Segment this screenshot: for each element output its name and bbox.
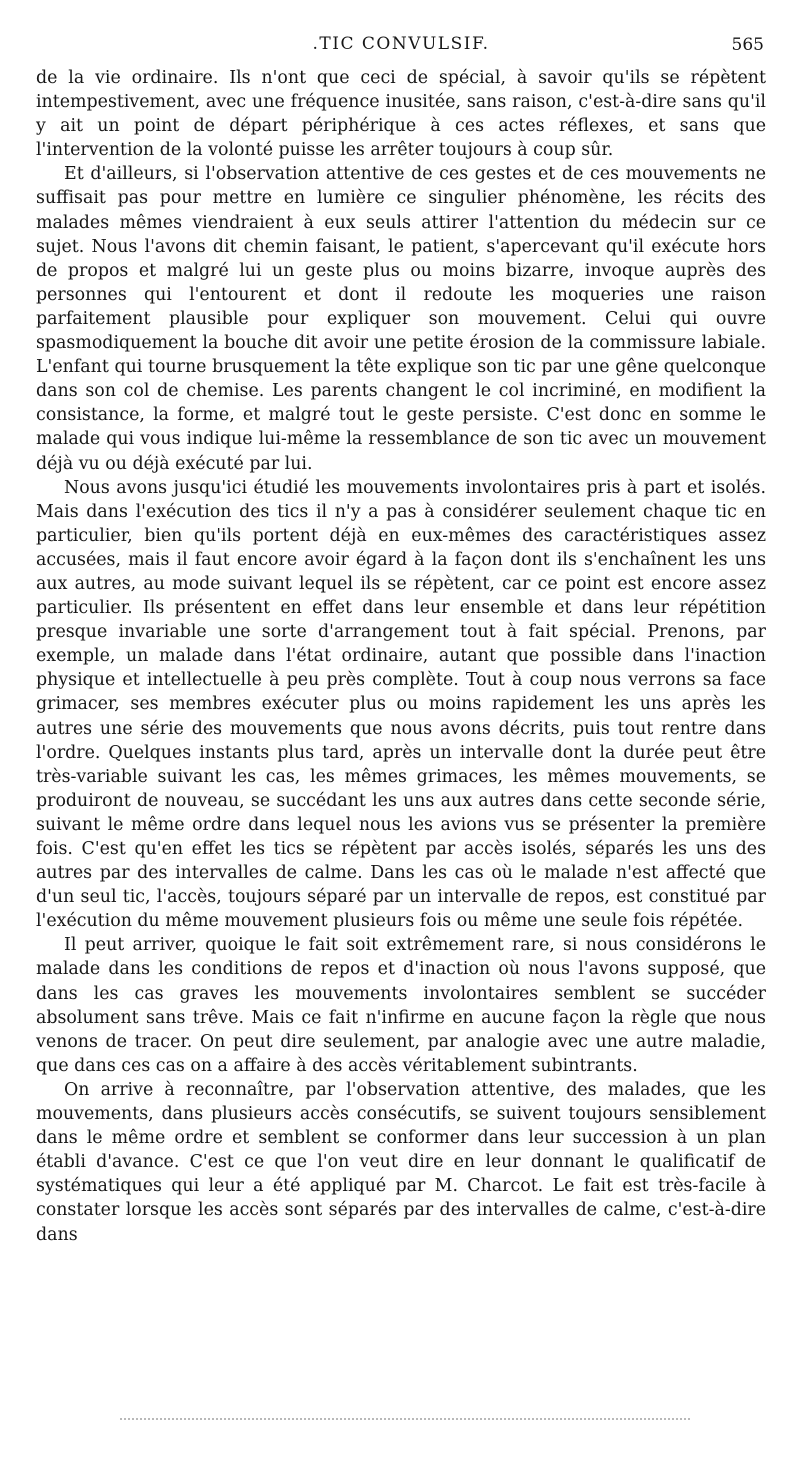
paragraph-2: Et d'ailleurs, si l'observation attentive de ces gestes et de ces mouvements ne suffisait pas pour mettre en lumière ce singulier phénomène, les récits des malades mêmes viendraient à eux seuls attirer l'attention du médecin sur ce sujet. Nous l'avons dit chemin faisant, le patient, s'apercevant qu'il exécute hors de propos et malgré lui un geste plus ou moins bizarre, invoque auprès des personnes qui l'entourent et dont il redoute les moqueries une raison parfaitement plausible pour expliquer son mouvement. Celui qui ouvre spasmodiquement la bouche dit avoir une petite érosion de la commissure labiale. L'enfant qui tourne brusquement la tête explique son tic par une gêne quelconque dans son col de chemise. Les parents changent le col incriminé, en modifient la consistance, la forme, et malgré tout le geste persiste. C'est donc en somme le malade qui vous indique lui-même la ressemblance de son tic avec un mouvement déjà vu ou déjà exécuté par lui.: [36, 164, 766, 474]
running-title: .TIC CONVULSIF.: [312, 34, 490, 54]
paragraph-5: On arrive à reconnaître, par l'observation attentive, des malades, que les mouvements, dans plusieurs accès consécutifs, se suivent toujours sensiblement dans le même ordre et semblent se conformer dans leur succession à un plan établi d'avance. C'est ce que l'on veut dire en leur donnant le qualificatif de systématiques qui leur a été appliqué par M. Charcot. Le fait est très-facile à constater lorsque les accès sont séparés par des intervalles de calme, c'est-à-dire dans: [36, 1079, 766, 1245]
running-head: [36, 28, 766, 58]
bottom-dotted-rule: [120, 1418, 690, 1420]
page-number: 565: [731, 35, 764, 55]
paragraph-1: de la vie ordinaire. Ils n'ont que ceci de spécial, à savoir qu'ils se répètent intempestivement, avec une fréquence inusitée, sans raison, c'est-à-dire sans qu'il y ait un point de départ périphérique à ces actes réflexes, et sans que l'intervention de la volonté puisse les arrêter toujours à coup sûr.: [36, 68, 766, 161]
paragraph-3: Nous avons jusqu'ici étudié les mouvements involontaires pris à part et isolés. Mais dans l'exécution des tics il n'y a pas à considérer seulement chaque tic en particulier, bien qu'ils portent déjà en eux-mêmes des caractéristiques assez accusées, mais il faut encore avoir égard à la façon dont ils s'enchaînent les uns aux autres, au mode suivant lequel ils se répètent, car ce point est encore assez particulier. Ils présentent en effet dans leur ensemble et dans leur répétition presque invariable une sorte d'arrangement tout à fait spécial. Prenons, par exemple, un malade dans l'état ordinaire, autant que possible dans l'inaction physique et intellectuelle à peu près complète. Tout à coup nous verrons sa face grimacer, ses membres exécuter plus ou moins rapidement les uns après les autres une série des mouvements que nous avons décrits, puis tout rentre dans l'ordre. Quelques instants plus tard, après un intervalle dont la durée peut être très-variable suivant les cas, les mêmes grimaces, les mêmes mouvements, se produiront de nouveau, se succédant les uns aux autres dans cette seconde série, suivant le même ordre dans lequel nous les avions vus se présenter la première fois. C'est qu'en effet les tics se répètent par accès isolés, séparés les uns des autres par des intervalles de calme. Dans les cas où le malade n'est affecté que d'un seul tic, l'accès, toujours séparé par un intervalle de repos, est constitué par l'exécution du même mouvement plusieurs fois ou même une seule fois répétée.: [36, 477, 766, 932]
paragraph-4: Il peut arriver, quoique le fait soit extrêmement rare, si nous considérons le malade dans les conditions de repos et d'inaction où nous l'avons supposé, que dans les cas graves les mouvements involontaires semblent se succéder absolument sans trêve. Mais ce fait n'infirme en aucune façon la règle que nous venons de tracer. On peut dire seulement, par analogie avec une autre maladie, que dans ces cas on a affaire à des accès véritablement subintrants.: [36, 935, 766, 1076]
body-text: [36, 66, 766, 1247]
